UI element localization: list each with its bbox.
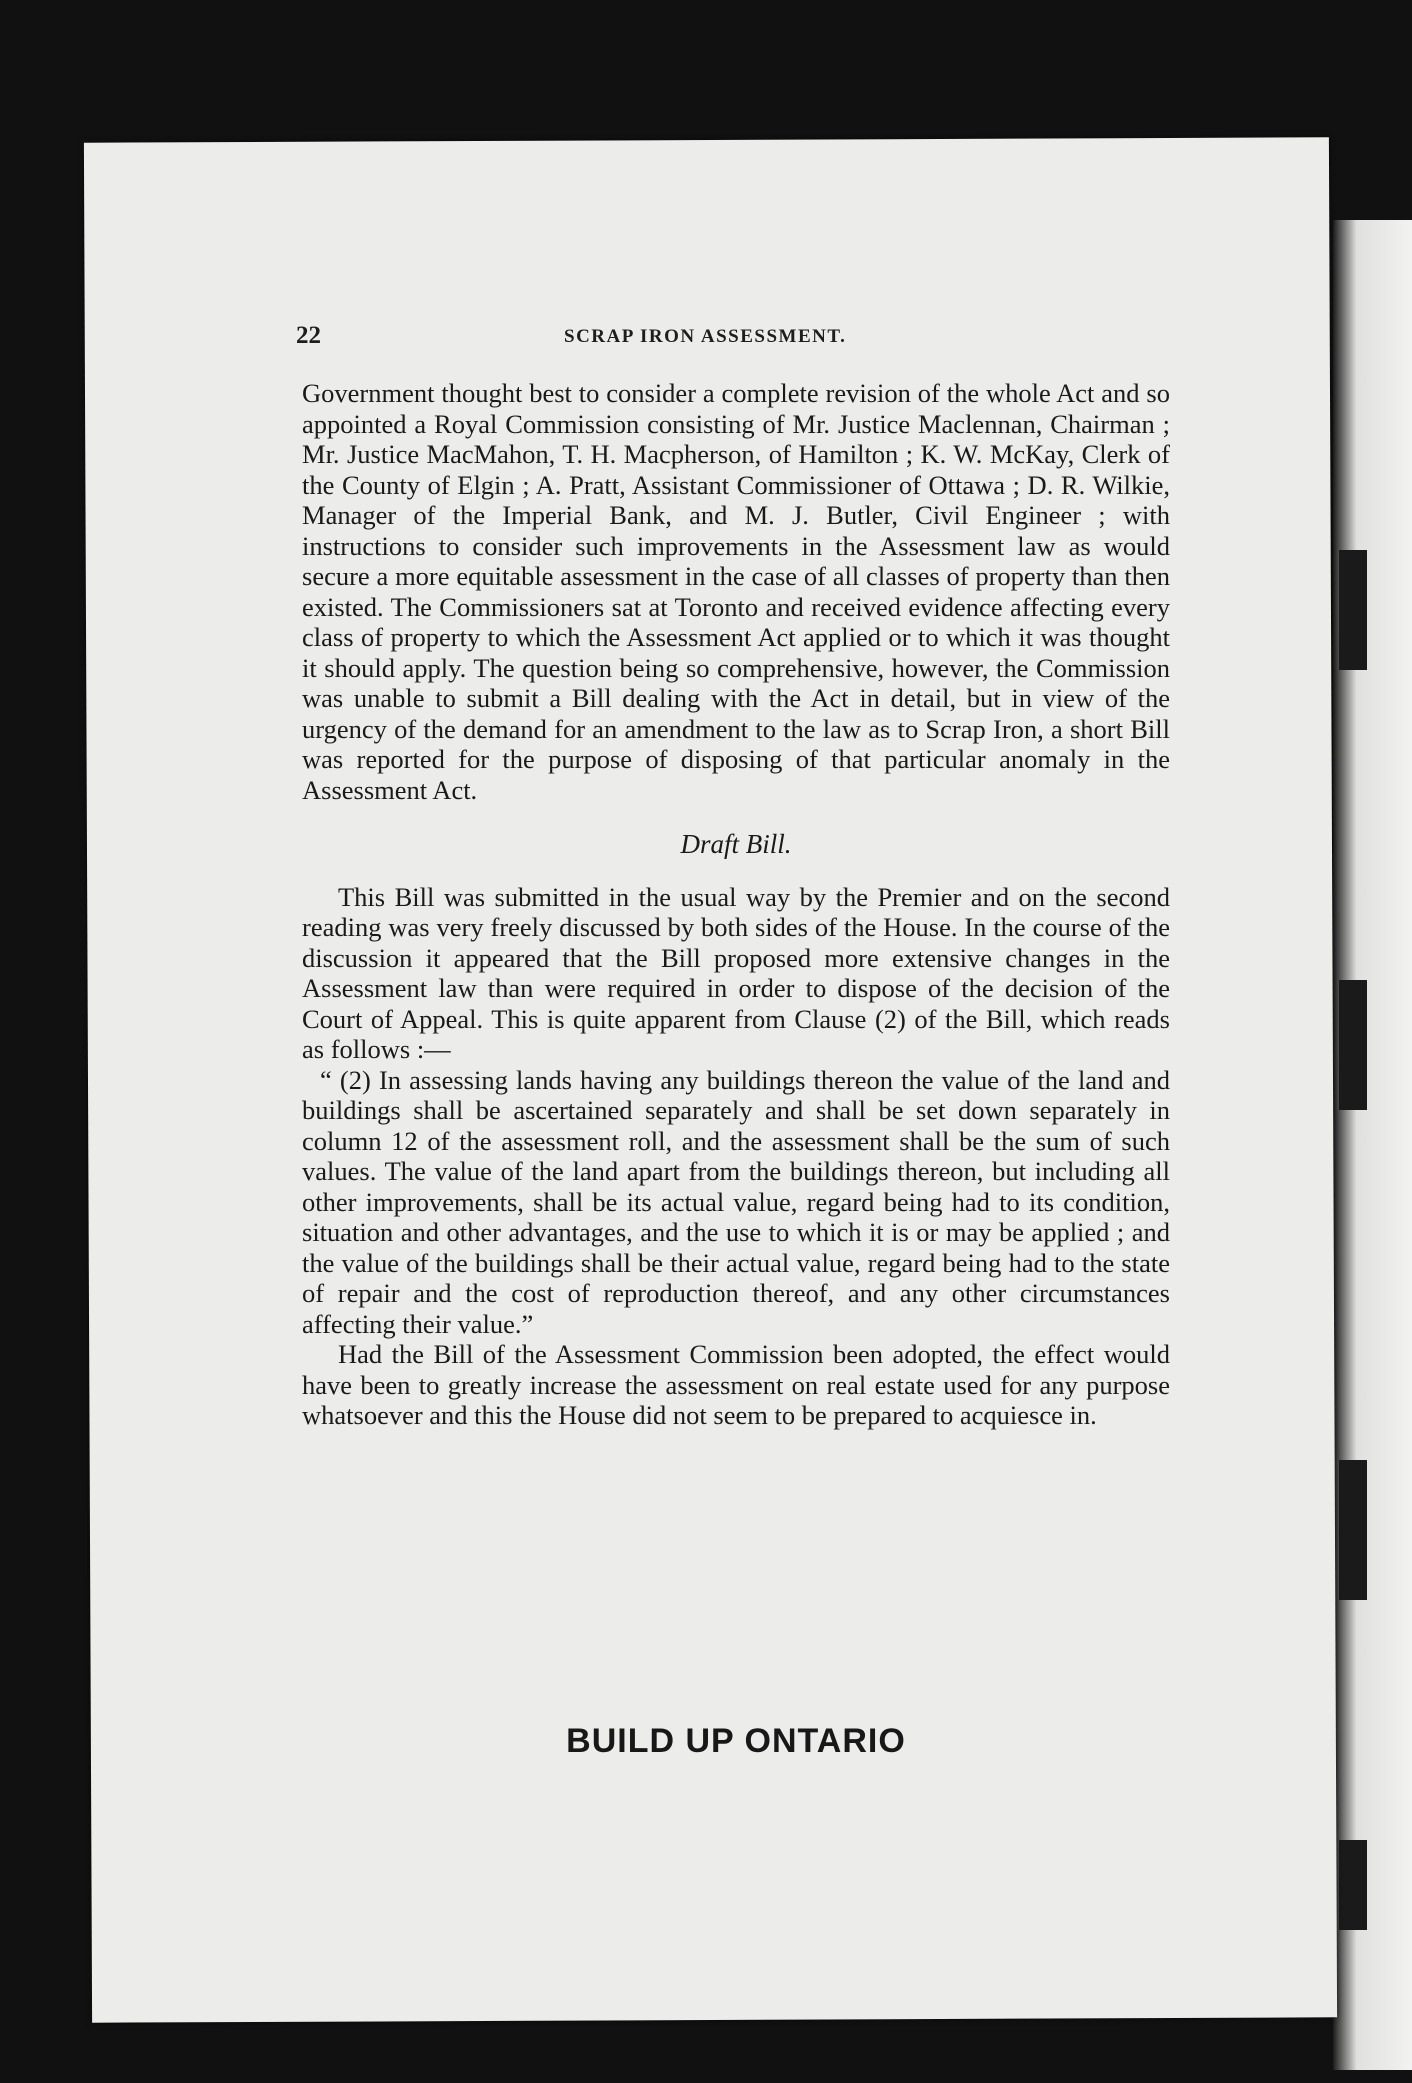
scan-edge-mark: [1339, 1840, 1367, 1930]
body-text: [302, 378, 1170, 1431]
paragraph: Had the Bill of the Assessment Commission been adopted, the effect would have been to greatly increase the assessment on real estate used for any purpose whatsoever and this the House did not seem to be prepared to acquiesce in.: [302, 1339, 1170, 1430]
scan-edge-mark: [1339, 980, 1367, 1110]
paragraph: This Bill was submitted in the usual way by the Premier and on the second reading was very freely discussed by both sides of the House. In the course of the discussion it appeared that the Bill proposed more extensive changes in the Assessment law than were required in order to dispose of the decision of the Court of Appeal. This is quite apparent from Clause (2) of the Bill, which reads as follows :—: [302, 881, 1170, 1064]
page-number: 22: [296, 322, 321, 349]
scan-right-edge: [1333, 220, 1412, 2070]
paragraph: Government thought best to consider a complete revision of the whole Act and so appointed a Royal Commission consisting of Mr. Justice Maclennan, Chairman ; Mr. Justice MacMahon, T. H. Macpherson, of Hamilton ; K. W. McKay, Clerk of the County of Elgin ; A. Pratt, Assistant Commissioner of Ottawa ; D. R. Wilkie, Manager of the Imperial Bank, and M. J. Butler, Civil Engineer ; with instructions to consider such improvements in the Assessment law as would secure a more equitable assessment in the case of all classes of property than then existed. The Commissioners sat at Toronto and received evidence affecting every class of property to which the Assessment Act applied or to which it was thought it should apply. The question being so comprehensive, however, the Commission was unable to submit a Bill dealing with the Act in detail, but in view of the urgency of the demand for an amendment to the law as to Scrap Iron, a short Bill was reported for the purpose of disposing of that particular anomaly in the Assessment Act.: [302, 378, 1170, 805]
block-quotation: “ (2) In assessing lands having any buildings thereon the value of the land and buildings shall be ascertained separately and shall be set down separately in column 12 of the assessment roll, and the assessment shall be the sum of such values. The value of the land apart from the buildings thereon, but including all other improvements, shall be its actual value, regard being had to its condition, situation and other advantages, and the use to which it is or may be applied ; and the value of the buildings shall be their actual value, regard being had to the state of repair and the cost of reproduction thereof, and any other circumstances affecting their value.”: [302, 1064, 1170, 1339]
section-heading: Draft Bill.: [680, 829, 792, 859]
scan-edge-mark: [1339, 550, 1367, 670]
scan-edge-mark: [1339, 1460, 1367, 1600]
running-title: SCRAP IRON ASSESSMENT.: [564, 326, 847, 347]
slogan: BUILD UP ONTARIO: [566, 1722, 906, 1760]
page-header: [296, 322, 1156, 352]
